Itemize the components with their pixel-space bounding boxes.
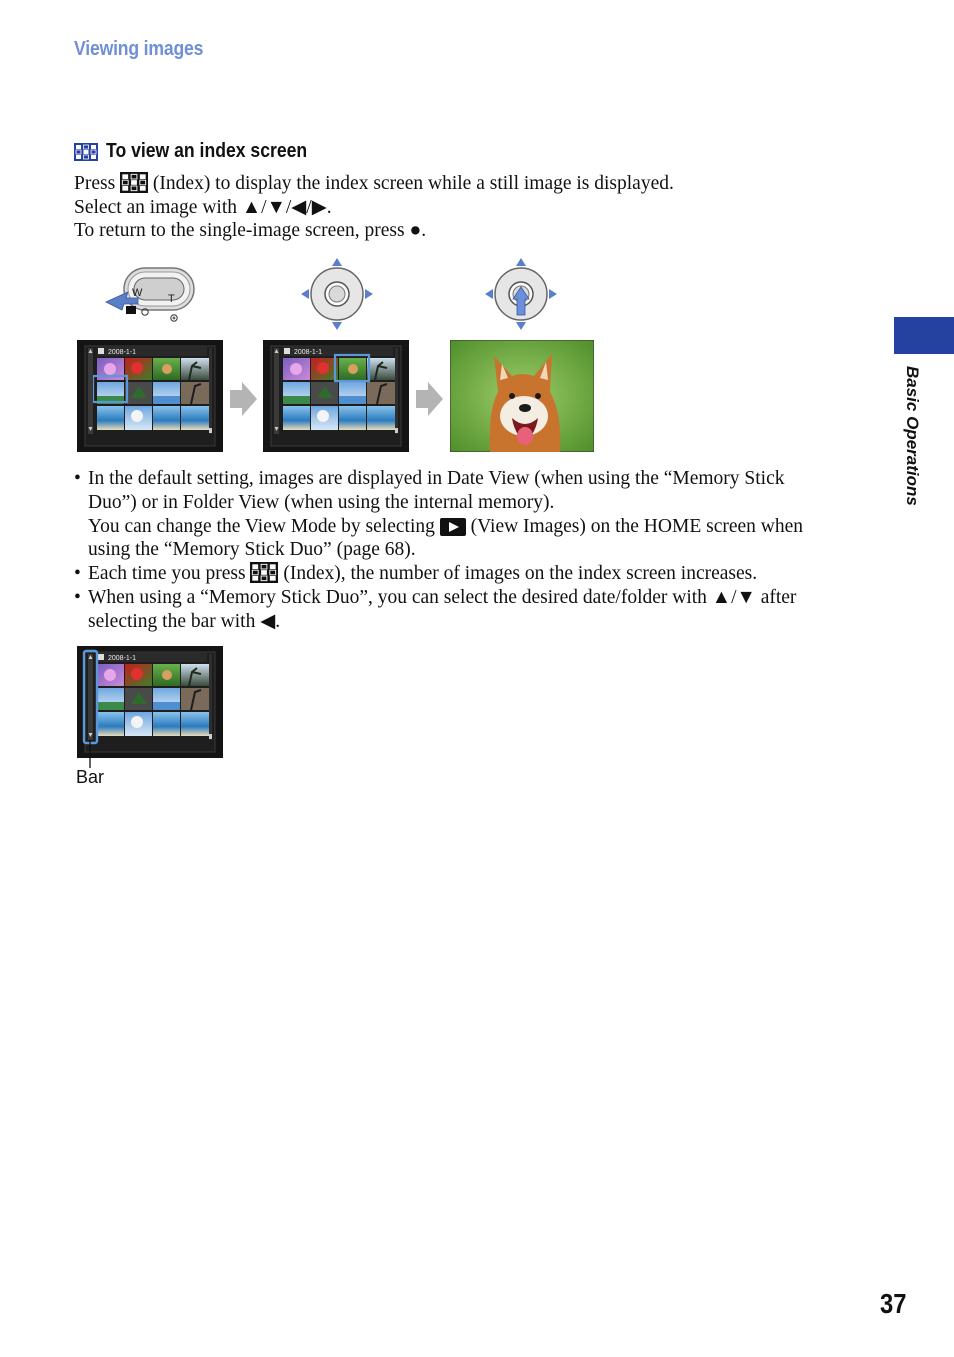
intro-text: Press bbox=[74, 173, 121, 194]
note-text: using the “Memory Stick Duo” (page 68). bbox=[88, 539, 416, 561]
index-icon bbox=[74, 143, 98, 161]
intro-line-2: Select an image with ▲/▼/◀/▶. bbox=[74, 196, 332, 218]
next-step-arrow-icon bbox=[228, 380, 258, 418]
zoom-t-label: T bbox=[168, 293, 175, 305]
intro-line-1 bbox=[74, 172, 674, 196]
note-text bbox=[88, 562, 874, 586]
lcd-index-screen-2 bbox=[263, 340, 409, 452]
intro-text: (Index) to display the index screen while a still image is displayed. bbox=[148, 173, 674, 194]
lcd-index-screen-1 bbox=[77, 340, 223, 452]
section-tab bbox=[894, 317, 954, 354]
control-button-illustration bbox=[298, 255, 376, 333]
lcd-date: 2008-1-1 bbox=[294, 349, 323, 356]
note-text: When using a “Memory Stick Duo”, you can select the desired date/folder with ▲/▼ after bbox=[88, 586, 797, 608]
zoom-w-label: W bbox=[132, 287, 143, 299]
control-button-center-press bbox=[482, 255, 560, 333]
note-item bbox=[74, 586, 874, 634]
lcd-index-screen-bar bbox=[77, 646, 223, 758]
index-icon bbox=[120, 172, 148, 193]
note-text: (Index), the number of images on the index screen increases. bbox=[278, 563, 758, 585]
section-heading bbox=[74, 140, 335, 163]
intro-line-3: To return to the single-image screen, press ●. bbox=[74, 220, 427, 241]
note-item bbox=[74, 562, 874, 586]
lcd-date: 2008-1-1 bbox=[108, 349, 137, 356]
note-text: Duo”) or in Folder View (when using the internal memory). bbox=[88, 491, 555, 513]
note-text: Each time you press bbox=[88, 563, 251, 585]
lcd-date: 2008-1-1 bbox=[108, 655, 137, 662]
index-icon bbox=[250, 562, 278, 583]
note-text bbox=[88, 515, 874, 539]
bullet: • bbox=[74, 468, 81, 489]
single-image-dog-photo bbox=[450, 340, 594, 452]
bullet: • bbox=[74, 586, 81, 608]
intro-paragraph bbox=[74, 172, 674, 243]
page-number: 37 bbox=[880, 1288, 907, 1319]
note-text: selecting the bar with ◀. bbox=[88, 610, 281, 632]
bullet: • bbox=[74, 563, 81, 585]
notes-list bbox=[74, 467, 874, 634]
note-text: (View Images) on the HOME screen when bbox=[465, 515, 804, 537]
section-tab-label: Basic Operations bbox=[903, 366, 922, 506]
zoom-lever-illustration bbox=[98, 262, 202, 330]
section-title: To view an index screen bbox=[106, 140, 308, 162]
note-text: You can change the View Mode by selecting bbox=[88, 515, 440, 537]
view-images-icon bbox=[440, 518, 466, 536]
index-icon bbox=[126, 306, 136, 314]
bar-label: Bar bbox=[76, 767, 105, 787]
next-step-arrow-icon bbox=[414, 380, 444, 418]
running-header: Viewing images bbox=[74, 38, 204, 60]
note-item bbox=[74, 467, 874, 562]
bar-callout-line bbox=[86, 740, 94, 768]
note-text: In the default setting, images are displayed in Date View (when using the “Memory Stick bbox=[88, 468, 785, 489]
